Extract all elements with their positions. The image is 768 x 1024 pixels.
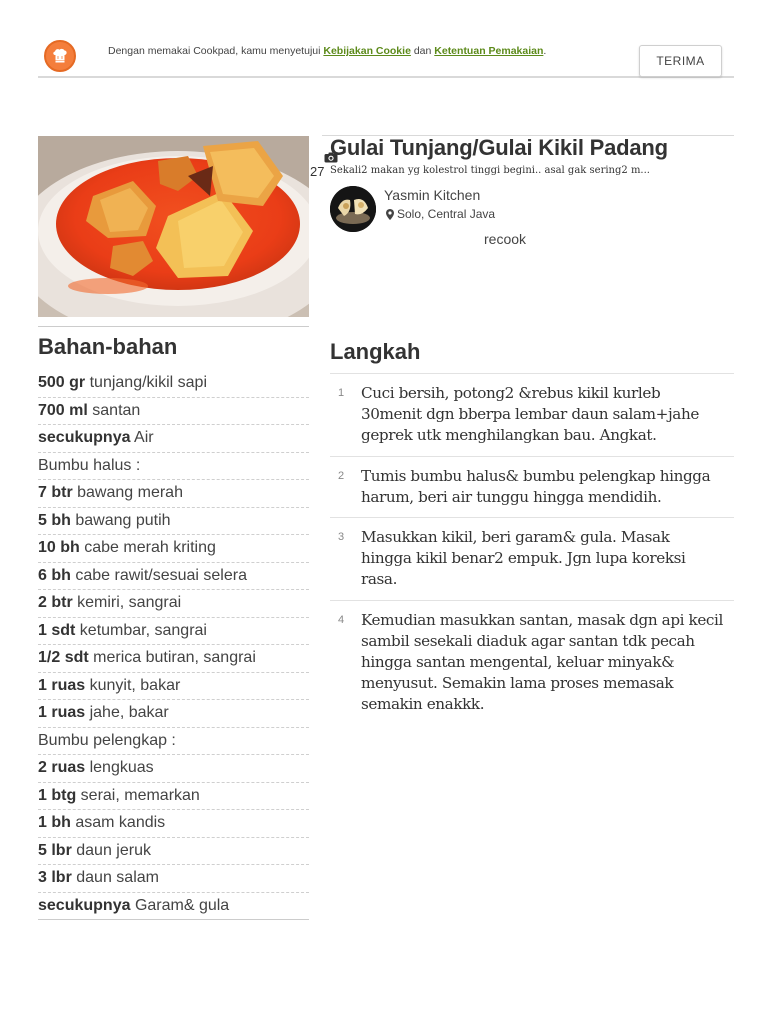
ingredient-name: Bumbu halus : — [38, 456, 141, 474]
ingredient-item — [38, 563, 309, 591]
ingredient-item — [38, 618, 309, 646]
ingredient-item — [38, 398, 309, 426]
photo-count: 27 — [310, 164, 325, 179]
ingredient-item — [38, 535, 309, 563]
ingredients-divider — [38, 326, 309, 327]
step-item — [330, 518, 734, 601]
ingredient-item — [38, 645, 309, 673]
steps-heading: Langkah — [330, 339, 421, 364]
ingredient-name: daun salam — [76, 869, 159, 886]
ingredient-quantity: 5 lbr — [38, 841, 72, 859]
ingredient-name: serai, memarkan — [80, 786, 200, 804]
ingredient-item — [38, 590, 309, 618]
author-name[interactable]: Yasmin Kitchen — [384, 187, 481, 203]
ingredient-name: asam kandis — [75, 814, 166, 831]
ingredient-name: bawang putih — [75, 511, 171, 529]
ingredient-name: Garam& gula — [134, 896, 230, 914]
ingredient-item — [38, 865, 309, 893]
ingredient-quantity: 5 bh — [38, 511, 71, 529]
ingredient-name: bawang merah — [77, 484, 183, 501]
ingredient-item — [38, 425, 309, 453]
step-text: Tumis bumbu halus& bumbu pelengkap hingga harum, beri air tunggu hingga mendidih. — [361, 466, 711, 506]
author-location — [386, 207, 495, 221]
map-pin-icon — [386, 209, 394, 220]
ingredient-item — [38, 480, 309, 508]
author-avatar[interactable] — [330, 186, 376, 232]
ingredient-name: tunjang/kikil sapi — [89, 374, 207, 391]
ingredient-quantity: 1 sdt — [38, 621, 76, 639]
ingredient-quantity: 6 bh — [38, 566, 71, 584]
step-item — [330, 457, 734, 518]
ingredient-item — [38, 755, 309, 783]
recipe-photo[interactable] — [38, 136, 309, 317]
cookie-policy-link[interactable]: Kebijakan Cookie — [323, 45, 411, 57]
step-number: 4 — [338, 613, 345, 626]
ingredient-quantity: secukupnya — [38, 429, 131, 446]
ingredient-quantity: 1/2 sdt — [38, 649, 89, 666]
ingredient-item — [38, 508, 309, 536]
accept-cookies-button[interactable]: TERIMA — [639, 45, 722, 77]
step-number: 3 — [338, 531, 345, 544]
ingredient-item — [38, 673, 309, 701]
ingredient-quantity: 700 ml — [38, 401, 88, 419]
recipe-description: Sekali2 makan yg kolestrol tinggi begini.. asal gak sering2 m... — [330, 165, 650, 176]
ingredient-name: Bumbu pelengkap : — [38, 731, 176, 749]
ingredient-item — [38, 893, 309, 921]
ingredient-name: cabe rawit/sesuai selera — [75, 566, 247, 584]
ingredient-name: merica butiran, sangrai — [93, 649, 256, 666]
ingredient-name: daun jeruk — [76, 841, 151, 859]
ingredient-quantity: 1 ruas — [38, 676, 86, 694]
recook-label[interactable]: recook — [484, 231, 527, 247]
ingredient-quantity: 500 gr — [38, 374, 86, 391]
ingredient-quantity: 1 btg — [38, 786, 77, 804]
ingredient-quantity: secukupnya — [38, 896, 131, 914]
ingredient-item — [38, 370, 309, 398]
ingredient-item — [38, 810, 309, 838]
recipe-title: Gulai Tunjang/Gulai Kikil Padang — [330, 135, 668, 160]
ingredient-item — [38, 838, 309, 866]
author-location-text: Solo, Central Java — [397, 207, 496, 221]
step-number: 1 — [338, 387, 345, 399]
ingredients-list — [38, 370, 309, 920]
step-text: Masukkan kikil, beri garam& gula. Masak hingga kikil benar2 empuk. Jgn lupa koreksi rasa. — [361, 528, 686, 589]
ingredient-name: lengkuas — [89, 759, 154, 776]
steps-list — [330, 373, 734, 725]
ingredient-name: kemiri, sangrai — [77, 594, 182, 611]
step-text: Kemudian masukkan santan, masak dgn api kecil sambil sesekali diaduk agar santan tdk pecah hingga santan mengental, keluar minyak& menyusut. Semakin lama proses memasak semakin enakkk. — [361, 610, 723, 714]
ingredient-quantity: 10 bh — [38, 539, 80, 556]
ingredient-item — [38, 453, 309, 481]
ingredients-heading: Bahan-bahan — [38, 334, 178, 359]
cookpad-logo-icon[interactable] — [44, 40, 76, 72]
ingredient-name: cabe merah kriting — [84, 539, 216, 556]
ingredient-quantity: 1 bh — [38, 814, 71, 831]
ingredient-item — [38, 700, 309, 728]
terms-of-use-link[interactable]: Ketentuan Pemakaian — [434, 45, 544, 57]
ingredient-name: kunyit, bakar — [89, 676, 181, 694]
ingredient-item — [38, 783, 309, 811]
step-text: Cuci bersih, potong2 &rebus kikil kurleb 30menit dgn bberpa lembar daun salam+jahe geprek utk menghilangkan bau. Angkat. — [361, 384, 699, 445]
ingredient-name: santan — [92, 401, 141, 419]
step-item — [330, 374, 734, 457]
ingredient-quantity: 2 btr — [38, 594, 73, 611]
ingredient-name: ketumbar, sangrai — [79, 621, 207, 639]
cookie-banner — [38, 38, 734, 78]
ingredient-quantity: 2 ruas — [38, 759, 86, 776]
ingredient-item — [38, 728, 309, 756]
cookie-consent-text: Dengan memakai Cookpad, kamu menyetujui Kebijakan Cookie dan Ketentuan Pemakaian. — [108, 45, 547, 57]
step-item — [330, 601, 734, 725]
ingredient-quantity: 7 btr — [38, 484, 73, 501]
step-number: 2 — [338, 469, 345, 482]
ingredient-name: jahe, bakar — [89, 704, 169, 721]
ingredient-name: Air — [134, 429, 154, 446]
ingredient-quantity: 3 lbr — [38, 869, 72, 886]
ingredient-quantity: 1 ruas — [38, 704, 86, 721]
